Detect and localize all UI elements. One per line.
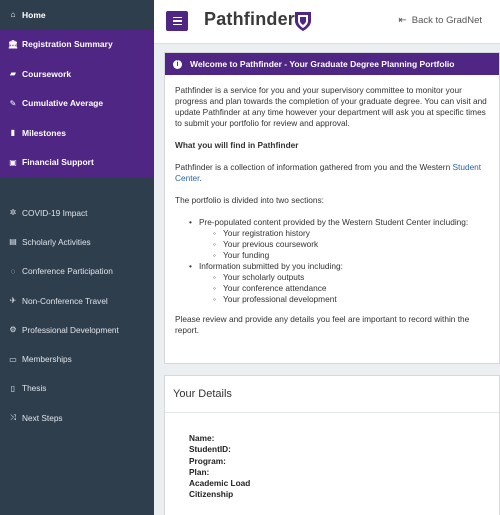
university-crest-icon (294, 10, 312, 32)
page-title: Pathfinder (204, 9, 296, 29)
detail-field-plan: Plan: (189, 466, 210, 477)
welcome-intro: Pathfinder is a service for you and your supervisory committee to monitor your progress and plan towards the completion of your graduate degree. You can visit and update Pathfinder at any time however your department will ask you at specific times to submit your portfolio for review and approval. (175, 85, 487, 128)
sidebar-item-registration-summary[interactable] (0, 30, 154, 60)
sidebar-item-label: Thesis (22, 383, 47, 394)
section2-text: Information submitted by you including: (199, 261, 343, 271)
sidebar-item-label: Financial Support (22, 157, 94, 168)
details-fields (165, 413, 499, 501)
bank-icon: 🏛 (7, 39, 19, 49)
menu-toggle-button[interactable] (166, 11, 188, 31)
sidebar-item-label: Non-Conference Travel (22, 295, 108, 306)
list-item: ◦ Your previous coursework (199, 239, 489, 250)
info-icon: i (173, 60, 182, 69)
hamburger-icon (173, 24, 182, 26)
sidebar-item-covid-impact[interactable] (0, 198, 154, 227)
welcome-card-body (165, 75, 499, 336)
sidebar-item-home[interactable] (0, 0, 154, 30)
welcome-heading: Welcome to Pathfinder - Your Graduate Degree Planning Portfolio (190, 59, 455, 69)
list-item (175, 217, 489, 261)
sidebar-item-thesis[interactable] (0, 374, 154, 403)
welcome-card-header (165, 53, 499, 75)
sidebar-item-label: Cumulative Average (22, 98, 104, 109)
id-card-icon: ▭ (9, 354, 17, 364)
closing-text: Please review and provide any details you feel are important to record within the report. (175, 314, 470, 335)
student-center-link[interactable]: Student Center (175, 162, 482, 183)
file-icon: ▯ (10, 383, 16, 393)
sidebar-item-label: COVID-19 Impact (22, 207, 88, 218)
hamburger-icon (173, 20, 182, 22)
sidebar-item-conference-participation[interactable] (0, 257, 154, 286)
sidebar-item-label: Professional Development (22, 324, 119, 335)
plane-icon: ✈ (9, 296, 17, 306)
sidebar-item-memberships[interactable] (0, 344, 154, 373)
chat-icon: ◌ (10, 266, 16, 276)
book-icon: ▰ (9, 69, 17, 79)
scroll-icon: ▤ (9, 237, 17, 247)
hamburger-icon (173, 17, 182, 19)
sign-out-icon: ⇤ (398, 15, 407, 26)
detail-field-academic-load: Academic Load (189, 478, 251, 489)
detail-field-student-id: StudentID: (189, 444, 231, 455)
sidebar-item-label: Memberships (22, 354, 72, 365)
welcome-card (164, 52, 500, 364)
back-link-label: Back to GradNet (411, 15, 482, 26)
section2-sublist (199, 272, 489, 305)
sections-list (175, 217, 489, 305)
sidebar-item-label: Home (22, 9, 46, 20)
sidebar (0, 0, 154, 515)
list-item: ◦ Your scholarly outputs (199, 272, 489, 283)
back-to-gradnet-link[interactable] (398, 15, 482, 26)
sidebar-item-non-conference-travel[interactable] (0, 286, 154, 315)
sections-text: The portfolio is divided into two sections: (175, 195, 324, 205)
section1-sublist (199, 228, 489, 261)
sidebar-item-cumulative-average[interactable] (0, 89, 154, 119)
pencil-icon: ✎ (9, 98, 17, 108)
sidebar-primary-nav (0, 0, 154, 178)
sidebar-item-next-steps[interactable] (0, 403, 154, 432)
sidebar-item-label: Conference Participation (22, 266, 113, 277)
top-bar (154, 0, 500, 44)
sidebar-item-label: Registration Summary (22, 39, 113, 50)
bar-chart-icon: ▮ (10, 128, 16, 138)
detail-field-program: Program: (189, 455, 226, 466)
collection-paragraph: Pathfinder is a collection of information gathered from you and the Western Student Center. (175, 162, 482, 183)
details-title: Your Details (165, 376, 499, 413)
list-item (175, 261, 489, 305)
main-content (154, 0, 500, 515)
sidebar-secondary-nav (0, 178, 154, 432)
sidebar-item-label: Milestones (22, 127, 66, 138)
sidebar-item-milestones[interactable] (0, 118, 154, 148)
sidebar-item-label: Next Steps (22, 412, 63, 423)
sidebar-item-financial-support[interactable] (0, 148, 154, 178)
home-icon: ⌂ (10, 10, 16, 20)
list-item: ◦ Your funding (199, 250, 489, 261)
detail-field-name: Name: (189, 433, 215, 443)
detail-field-citizenship: Citizenship (189, 489, 234, 500)
gear-icon: ✲ (9, 208, 17, 218)
collection-text: Pathfinder is a collection of information gathered from you and the Western (175, 162, 451, 172)
what-heading: What you will find in Pathfinder (175, 140, 299, 150)
your-details-card (164, 375, 500, 515)
money-icon: ▣ (9, 157, 17, 167)
list-item: ◦ Your conference attendance (199, 283, 489, 294)
list-item: ◦ Your registration history (199, 228, 489, 239)
list-item: ◦ Your professional development (199, 294, 489, 305)
section1-text: Pre-populated content provided by the Western Student Center including: (199, 217, 469, 227)
sidebar-item-scholarly-activities[interactable] (0, 227, 154, 256)
shuffle-icon: ⤨ (9, 412, 17, 422)
sidebar-item-label: Coursework (22, 68, 72, 79)
sidebar-item-coursework[interactable] (0, 59, 154, 89)
cogs-icon: ⚙ (9, 325, 17, 335)
sidebar-item-professional-development[interactable] (0, 315, 154, 344)
sidebar-item-label: Scholarly Activities (22, 236, 91, 247)
